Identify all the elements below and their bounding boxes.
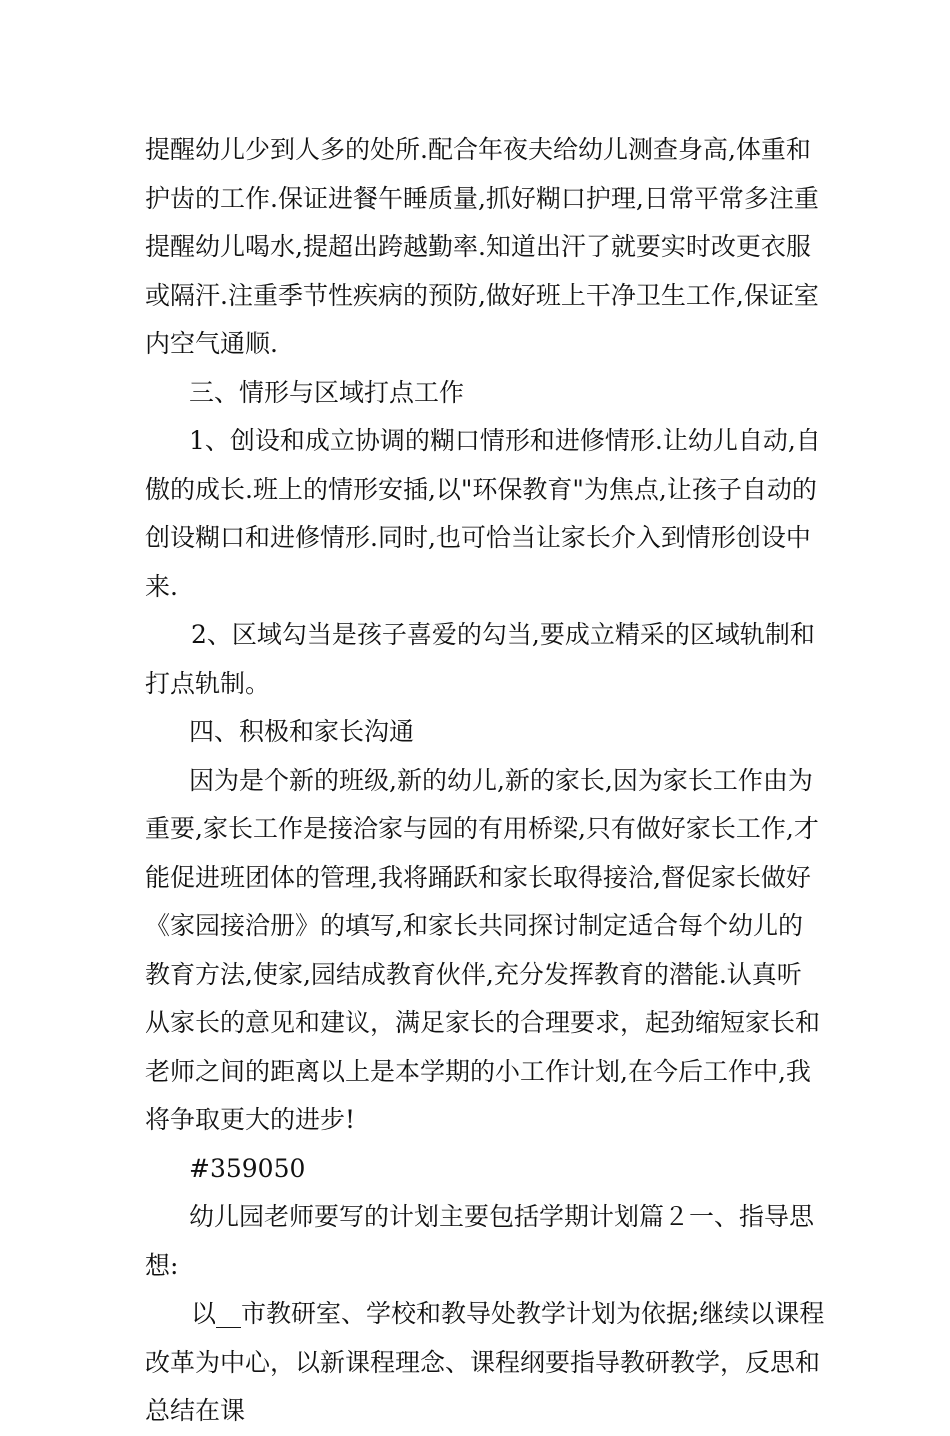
paragraph-parent-work: 因为是个新的班级,新的幼儿,新的家长,因为家长工作由为重要,家长工作是接洽家与园的有用桥梁,只有做好家长工作,才能促进班团体的管理,我将踊跃和家长取得接洽,督促家长做好《家园接洽册》的填写,和家长共同探讨制定适合每个幼儿的教育方法,使家,园结成教育伙伴,充分发挥教育的潜能.认真听从家长的意见和建议，满足家长的合理要求，起劲缩短家长和老师之间的距离以上是本学期的小工作计划,在今后工作中,我将争取更大的进步! <box>145 765 821 1134</box>
heading-environment-management: 三、情形与区域打点工作 <box>189 377 465 407</box>
heading-plan-article-2: 幼儿园老师要写的计划主要包括学期计划篇２一、指导思想: <box>145 1202 815 1280</box>
paragraph-environment-creation: 1、创设和成立协调的糊口情形和进修情形.让幼儿自动,自傲的成长.班上的情形安插,以"环保教育"为焦点,让孩子自动的创设糊口和进修情形.同时,也可恰当让家长介入到情形创设中来. <box>145 426 821 601</box>
document-id: #359050 <box>189 1153 306 1183</box>
document-body <box>145 126 825 1436</box>
heading-parent-communication: 四、积极和家长沟通 <box>189 717 415 746</box>
paragraph-guiding-thought: 以__市教研室、学校和教导处教学计划为依据;继续以课程改革为中心，以新课程理念、课程纲要指导教研教学，反思和总结在课 <box>145 1299 825 1425</box>
paragraph-health-care: 提醒幼儿少到人多的处所.配合年夜夫给幼儿测查身高,体重和护齿的工作.保证进餐午睡质量,抓好糊口护理,日常平常多注重提醒幼儿喝水,提超出跨越勤率.知道出汗了就要实时改更衣服或隔汗.注重季节性疾病的预防,做好班上干净卫生工作,保证室内空气通顺. <box>145 135 819 358</box>
paragraph-area-activities: 2、区域勾当是孩子喜爱的勾当,要成立精采的区域轨制和打点轨制。 <box>145 620 815 698</box>
